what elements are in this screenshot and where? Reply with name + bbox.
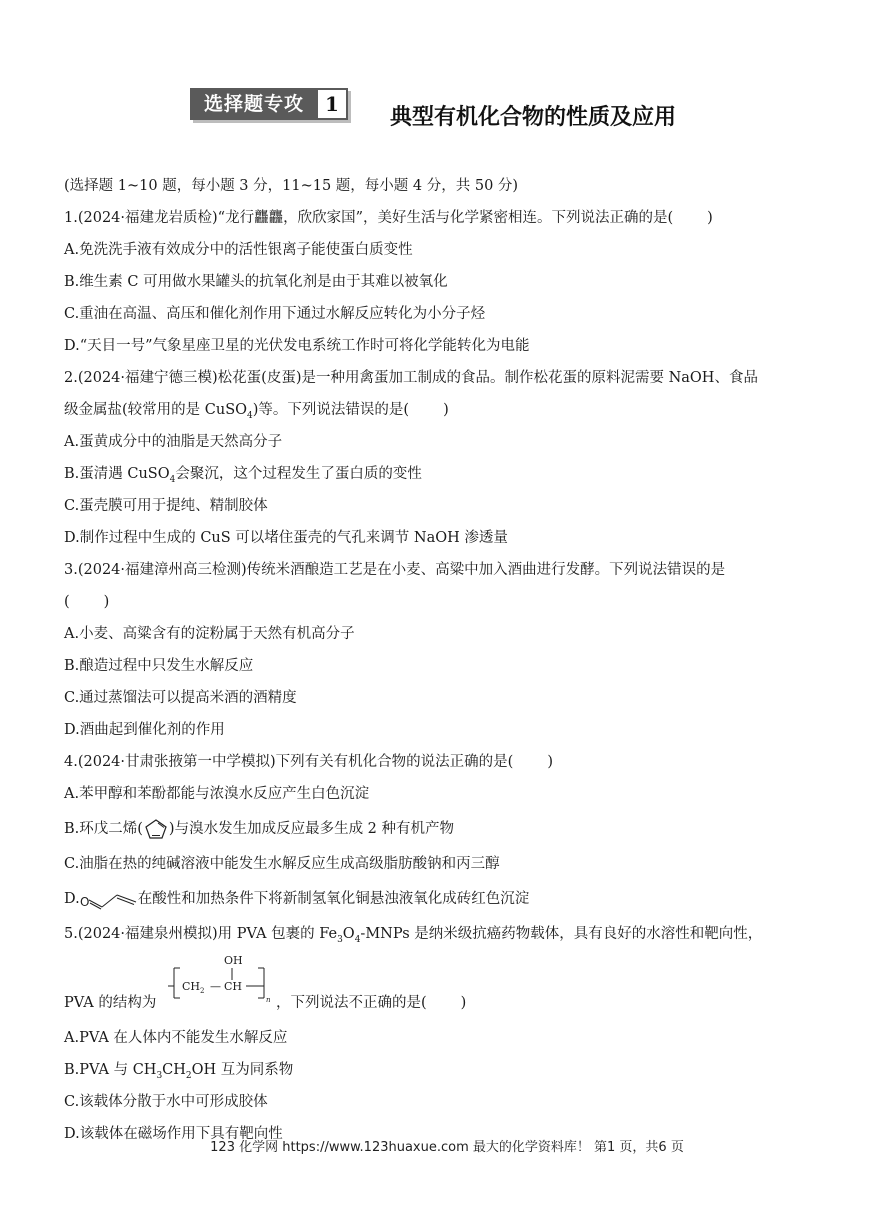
question-3-option-c: C.通过蒸馏法可以提高米酒的酒精度 (64, 690, 297, 706)
question-2-option-d: D.制作过程中生成的 CuS 可以堵住蛋壳的气孔来调节 NaOH 渗透量 (64, 530, 508, 546)
question-5-stem-line1: 5.(2024·福建泉州模拟)用 PVA 包裹的 $Fe_3O_4$-MNPs 是纳米级抗癌药物载体，具有良好的水溶性和靶向性， (64, 926, 763, 945)
question-3-stem-line2: ( ) (64, 594, 110, 610)
svg-text:O: O (79, 895, 90, 909)
acrolein-structure-icon (80, 887, 138, 911)
cyclopentadiene-structure-icon (143, 818, 169, 840)
question-3-option-d: D.酒曲起到催化剂的作用 (64, 722, 225, 738)
intro-text: (选择题 1~10 题，每小题 3 分，11~15 题，每小题 4 分，共 50 分) (64, 178, 519, 194)
svg-text:CH2: $CH_2$ (182, 980, 205, 995)
question-1-option-c: C.重油在高温、高压和催化剂作用下通过水解反应转化为小分子烃 (64, 306, 486, 322)
svg-text:CH: CH (224, 980, 243, 993)
question-3-option-b: B.酿造过程中只发生水解反应 (64, 658, 254, 674)
question-5-stem-tail: ，下列说法不正确的是( ) (276, 995, 467, 1011)
question-4-option-b: B.环戊二烯( )与溴水发生加成反应最多生成 2 种有机产物 (64, 810, 834, 848)
section-header (190, 88, 810, 128)
question-3-option-a: A.小麦、高粱含有的淀粉属于天然有机高分子 (64, 626, 355, 642)
question-4-option-a: A.苯甲醇和苯酚都能与浓溴水反应产生白色沉淀 (64, 786, 370, 802)
question-1-option-d: D.“天目一号”气象星座卫星的光伏发电系统工作时可将化学能转化为电能 (64, 338, 530, 354)
question-2-option-a: A.蛋黄成分中的油脂是天然高分子 (64, 434, 283, 450)
question-list (64, 170, 834, 1150)
question-3-stem-line1: 3.(2024·福建漳州高三检测)传统米酒酿造工艺是在小麦、高粱中加入酒曲进行发酵。下列说法错误的是 (64, 562, 726, 578)
question-1-option-a: A.免洗洗手液有效成分中的活性银离子能使蛋白质变性 (64, 242, 413, 258)
badge-number: 1 (316, 88, 348, 120)
question-4-option-c: C.油脂在热的纯碱溶液中能发生水解反应生成高级脂肪酸钠和丙三醇 (64, 856, 500, 872)
badge-text: 选择题专攻 (190, 88, 316, 120)
question-4-option-d: D. O 在酸性和加热条件下将新制氢氧化铜悬浊液氧化成砖红色沉淀 (64, 880, 834, 918)
question-4-stem: 4.(2024·甘肃张掖第一中学模拟)下列有关有机化合物的说法正确的是( ) (64, 754, 553, 770)
question-1-stem: 1.(2024·福建龙岩质检)“龙行龘龘，欣欣家国”，美好生活与化学紧密相连。下列说法正确的是( ) (64, 210, 713, 226)
svg-text:n: n (266, 996, 271, 1004)
svg-text:OH: OH (224, 954, 243, 967)
page-title: 典型有机化合物的性质及应用 (390, 105, 677, 130)
pva-structure-formula (168, 950, 278, 1010)
question-2-stem-line2: 级金属盐(较常用的是 CuSO$_4$)等。下列说法错误的是( ) (64, 402, 449, 421)
question-5-option-d: D.该载体在磁场作用下具有靶向性 (64, 1126, 283, 1142)
question-1-option-b: B.维生素 C 可用做水果罐头的抗氧化剂是由于其难以被氧化 (64, 274, 448, 290)
question-5-option-a: A.PVA 在人体内不能发生水解反应 (64, 1030, 288, 1046)
svg-text:—: — (210, 980, 221, 993)
question-2-stem-line1: 2.(2024·福建宁德三模)松花蛋(皮蛋)是一种用禽蛋加工制成的食品。制作松花蛋的原料泥需要 NaOH、食品 (64, 370, 758, 386)
question-5-option-c: C.该载体分散于水中可形成胶体 (64, 1094, 268, 1110)
section-badge (190, 88, 348, 120)
question-2-option-c: C.蛋壳膜可用于提纯、精制胶体 (64, 498, 268, 514)
question-2-option-b: B.蛋清遇 CuSO$_4$会聚沉，这个过程发生了蛋白质的变性 (64, 466, 422, 485)
question-5-stem-line2 (64, 950, 834, 1022)
pva-label: PVA 的结构为 (64, 995, 157, 1011)
question-5-option-b: B.PVA 与 $CH_3CH_2OH$ 互为同系物 (64, 1062, 294, 1081)
page-footer: 123 化学网 https://www.123huaxue.com 最大的化学资料库！ 第1 页，共6 页 (210, 1140, 684, 1155)
